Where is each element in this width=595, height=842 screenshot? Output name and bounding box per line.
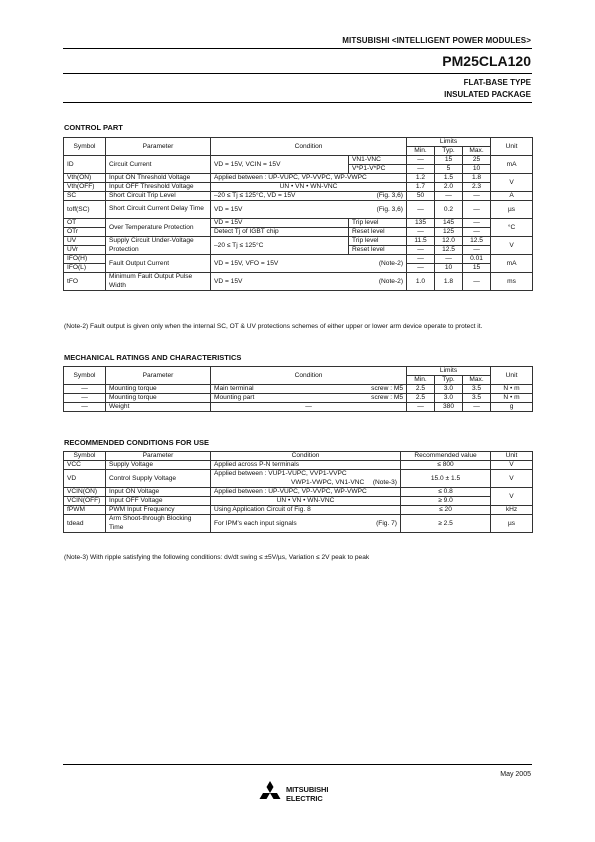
header-condition: Condition	[211, 138, 407, 156]
max-cell: 12.5	[463, 237, 491, 246]
parameter-cell: Arm Shoot-through Blocking Time	[106, 515, 211, 533]
parameter-cell: Mounting torque	[106, 394, 211, 403]
symbol-cell: IFO(L)	[64, 264, 106, 273]
header-recommended-value: Recommended value	[401, 452, 491, 461]
condition-cell: Applied between : UP-VUPC, VP-VVPC, WP-VWPC	[211, 174, 407, 183]
min-cell: —	[407, 403, 435, 412]
symbol-cell: VCIN(OFF)	[64, 497, 106, 506]
condition-text: For IPM's each input signals	[214, 519, 297, 527]
mitsubishi-electric-logo	[256, 781, 344, 805]
typ-cell: 2.0	[435, 183, 463, 192]
parameter-cell: Mounting torque	[106, 385, 211, 394]
typ-cell: 145	[435, 219, 463, 228]
condition-cell: VD = 15V, VFO = 15V	[211, 255, 349, 273]
header-unit: Unit	[491, 367, 533, 385]
unit-cell: V	[491, 470, 533, 488]
condition-sub-cell: V*P1-V*PC	[349, 165, 407, 174]
unit-cell: V	[491, 237, 533, 255]
min-cell: —	[407, 246, 435, 255]
header-unit: Unit	[491, 138, 533, 156]
condition-cell: Main terminal	[211, 385, 349, 394]
unit-cell: V	[491, 174, 533, 192]
symbol-cell: Vth(OFF)	[64, 183, 106, 192]
typ-cell: 125	[435, 228, 463, 237]
unit-cell: µs	[491, 515, 533, 533]
note-3: (Note-3) With ripple satisfying the following conditions: dv/dt swing ≤ ±5V/µs, Variation ≤ 2V peak to peak	[64, 554, 370, 561]
unit-cell: ms	[491, 273, 533, 291]
value-cell: ≥ 2.5	[401, 515, 491, 533]
condition-sub-cell: Trip level	[349, 237, 407, 246]
header-unit: Unit	[491, 452, 533, 461]
symbol-cell: tFO	[64, 273, 106, 291]
footer-date: May 2005	[500, 771, 531, 778]
condition-cell: VD = 15V, VCIN = 15V	[211, 156, 349, 174]
value-cell: ≤ 0.8	[401, 488, 491, 497]
typ-cell: —	[435, 192, 463, 201]
header-parameter: Parameter	[106, 367, 211, 385]
max-cell: 0.01	[463, 255, 491, 264]
header-symbol: Symbol	[64, 452, 106, 461]
parameter-cell: Supply Voltage	[106, 461, 211, 470]
value-cell: ≤ 800	[401, 461, 491, 470]
unit-cell: V	[491, 461, 533, 470]
mechanical-table	[63, 366, 533, 412]
condition-cell: –20 ≤ Tj ≤ 125°C	[211, 237, 349, 255]
header-parameter: Parameter	[106, 138, 211, 156]
header-limits: Limits	[407, 138, 491, 147]
header-symbol: Symbol	[64, 367, 106, 385]
symbol-cell: VCIN(ON)	[64, 488, 106, 497]
unit-cell: V	[491, 488, 533, 506]
typ-cell: 10	[435, 264, 463, 273]
max-cell: —	[463, 246, 491, 255]
condition-cell: VD = 15V	[211, 219, 349, 228]
header-condition: Condition	[211, 367, 407, 385]
min-cell: 1.2	[407, 174, 435, 183]
unit-cell: g	[491, 403, 533, 412]
note-ref: (Note-3)	[372, 478, 397, 486]
screw-spec: screw : M5	[349, 394, 407, 403]
symbol-cell: UV	[64, 237, 106, 246]
condition-sub-cell: Reset level	[349, 228, 407, 237]
max-cell: 3.5	[463, 394, 491, 403]
parameter-cell: PWM Input Frequency	[106, 506, 211, 515]
unit-cell: A	[491, 192, 533, 201]
header-rule	[63, 102, 532, 103]
logo-text-line2: ELECTRIC	[286, 793, 323, 803]
min-cell: 135	[407, 219, 435, 228]
min-cell: 2.5	[407, 385, 435, 394]
typ-cell: 5	[435, 165, 463, 174]
symbol-cell: ID	[64, 156, 106, 174]
min-cell: —	[407, 255, 435, 264]
unit-cell: mA	[491, 255, 533, 273]
typ-cell: —	[435, 255, 463, 264]
parameter-cell: Control Supply Voltage	[106, 470, 211, 488]
header-typ: Typ.	[435, 376, 463, 385]
header-min: Min.	[407, 376, 435, 385]
header-brand: MITSUBISHI <INTELLIGENT POWER MODULES>	[342, 36, 531, 45]
min-cell: 1.7	[407, 183, 435, 192]
typ-cell: 1.8	[435, 273, 463, 291]
symbol-cell: SC	[64, 192, 106, 201]
unit-cell: N • m	[491, 385, 533, 394]
min-cell: 11.5	[407, 237, 435, 246]
symbol-cell: UVr	[64, 246, 106, 255]
condition-cell: UN • VN • WN-VNC	[211, 497, 401, 506]
condition-sub-cell: Trip level	[349, 219, 407, 228]
max-cell: 25	[463, 156, 491, 165]
header-max: Max.	[463, 376, 491, 385]
max-cell: —	[463, 219, 491, 228]
parameter-cell: Fault Output Current	[106, 255, 211, 273]
typ-cell: 380	[435, 403, 463, 412]
figure-ref: (Fig. 7)	[376, 519, 397, 527]
min-cell: 50	[407, 192, 435, 201]
typ-cell: 1.5	[435, 174, 463, 183]
symbol-cell: VD	[64, 470, 106, 488]
parameter-cell: Weight	[106, 403, 211, 412]
condition-cell: Mounting part	[211, 394, 349, 403]
condition-cell: Applied across P-N terminals	[211, 461, 401, 470]
header-rule	[63, 48, 532, 49]
header-symbol: Symbol	[64, 138, 106, 156]
value-cell: 15.0 ± 1.5	[401, 470, 491, 488]
symbol-cell: Vth(ON)	[64, 174, 106, 183]
condition-cell: –20 ≤ Tj ≤ 125°C, VD = 15V	[211, 192, 349, 201]
unit-cell: N • m	[491, 394, 533, 403]
max-cell: —	[463, 403, 491, 412]
parameter-cell: Over Temperature Protection	[106, 219, 211, 237]
header-rule	[63, 73, 532, 74]
symbol-cell: —	[64, 403, 106, 412]
condition-cell: Using Application Circuit of Fig. 8	[211, 506, 401, 515]
condition-cell: VD = 15V	[211, 201, 349, 219]
typ-cell: 12.0	[435, 237, 463, 246]
logo-text-line1: MITSUBISHI	[286, 785, 329, 794]
value-cell: ≥ 9.0	[401, 497, 491, 506]
max-cell: 15	[463, 264, 491, 273]
condition-cell	[211, 515, 401, 533]
type-line-2: INSULATED PACKAGE	[444, 90, 531, 99]
typ-cell: 3.0	[435, 394, 463, 403]
max-cell: —	[463, 201, 491, 219]
symbol-cell: VCC	[64, 461, 106, 470]
min-cell: 2.5	[407, 394, 435, 403]
condition-line: VWP1-VWPC, VN1-VNC	[291, 478, 365, 486]
model-number: PM25CLA120	[442, 53, 531, 69]
max-cell: —	[463, 228, 491, 237]
three-diamonds-icon	[256, 781, 284, 805]
symbol-cell: —	[64, 394, 106, 403]
condition-cell: UN • VN • WN-VNC	[211, 183, 407, 192]
typ-cell: 0.2	[435, 201, 463, 219]
section-title-control: CONTROL PART	[64, 123, 123, 132]
section-title-mechanical: MECHANICAL RATINGS AND CHARACTERISTICS	[64, 353, 242, 362]
min-cell: 1.0	[407, 273, 435, 291]
condition-sub-cell: Reset level	[349, 246, 407, 255]
note-ref: (Note-2)	[349, 273, 407, 291]
condition-cell	[211, 470, 401, 488]
condition-line: Applied between : VUP1-VUPC, VVP1-VVPC	[214, 470, 347, 477]
parameter-cell: Input ON Threshold Voltage	[106, 174, 211, 183]
unit-cell: µs	[491, 201, 533, 219]
parameter-cell: Input ON Voltage	[106, 488, 211, 497]
unit-cell: kHz	[491, 506, 533, 515]
symbol-cell: OT	[64, 219, 106, 228]
header-max: Max.	[463, 147, 491, 156]
value-cell: ≤ 20	[401, 506, 491, 515]
condition-cell: Detect Tj of IGBT chip	[211, 228, 349, 237]
note-2: (Note-2) Fault output is given only when the internal SC, OT & UV protections schemes of either upper or lower arm device operate to protect it.	[64, 323, 483, 330]
max-cell: —	[463, 192, 491, 201]
parameter-cell: Short Circuit Current Delay Time	[106, 201, 211, 219]
header-parameter: Parameter	[106, 452, 211, 461]
max-cell: —	[463, 273, 491, 291]
min-cell: —	[407, 264, 435, 273]
header-limits: Limits	[407, 367, 491, 376]
min-cell: —	[407, 156, 435, 165]
section-title-recommended: RECOMMENDED CONDITIONS FOR USE	[64, 438, 210, 447]
screw-spec: screw : M5	[349, 385, 407, 394]
control-part-table	[63, 137, 533, 291]
figure-ref: (Fig. 3,6)	[349, 201, 407, 219]
max-cell: 10	[463, 165, 491, 174]
typ-cell: 15	[435, 156, 463, 165]
header-condition: Condition	[211, 452, 401, 461]
header-min: Min.	[407, 147, 435, 156]
parameter-cell: Input OFF Threshold Voltage	[106, 183, 211, 192]
max-cell: 2.3	[463, 183, 491, 192]
header-typ: Typ.	[435, 147, 463, 156]
min-cell: —	[407, 201, 435, 219]
recommended-table	[63, 451, 533, 533]
condition-sub-cell: VN1-VNC	[349, 156, 407, 165]
figure-ref: (Fig. 3,6)	[349, 192, 407, 201]
typ-cell: 3.0	[435, 385, 463, 394]
parameter-cell: Supply Circuit Under-Voltage Protection	[106, 237, 211, 255]
type-line-1: FLAT-BASE TYPE	[463, 78, 531, 87]
parameter-cell: Minimum Fault Output Pulse Width	[106, 273, 211, 291]
condition-cell: VD = 15V	[211, 273, 349, 291]
note-ref: (Note-2)	[349, 255, 407, 273]
unit-cell: °C	[491, 219, 533, 237]
symbol-cell: fPWM	[64, 506, 106, 515]
min-cell: —	[407, 165, 435, 174]
symbol-cell: —	[64, 385, 106, 394]
max-cell: 3.5	[463, 385, 491, 394]
symbol-cell: tdead	[64, 515, 106, 533]
symbol-cell: IFO(H)	[64, 255, 106, 264]
condition-cell: —	[211, 403, 407, 412]
min-cell: —	[407, 228, 435, 237]
condition-cell: Applied between : UP-VUPC, VP-VVPC, WP-VWPC	[211, 488, 401, 497]
parameter-cell: Short Circuit Trip Level	[106, 192, 211, 201]
typ-cell: 12.5	[435, 246, 463, 255]
parameter-cell: Circuit Current	[106, 156, 211, 174]
unit-cell: mA	[491, 156, 533, 174]
max-cell: 1.8	[463, 174, 491, 183]
symbol-cell: toff(SC)	[64, 201, 106, 219]
footer-rule	[63, 764, 532, 765]
symbol-cell: OTr	[64, 228, 106, 237]
parameter-cell: Input OFF Voltage	[106, 497, 211, 506]
